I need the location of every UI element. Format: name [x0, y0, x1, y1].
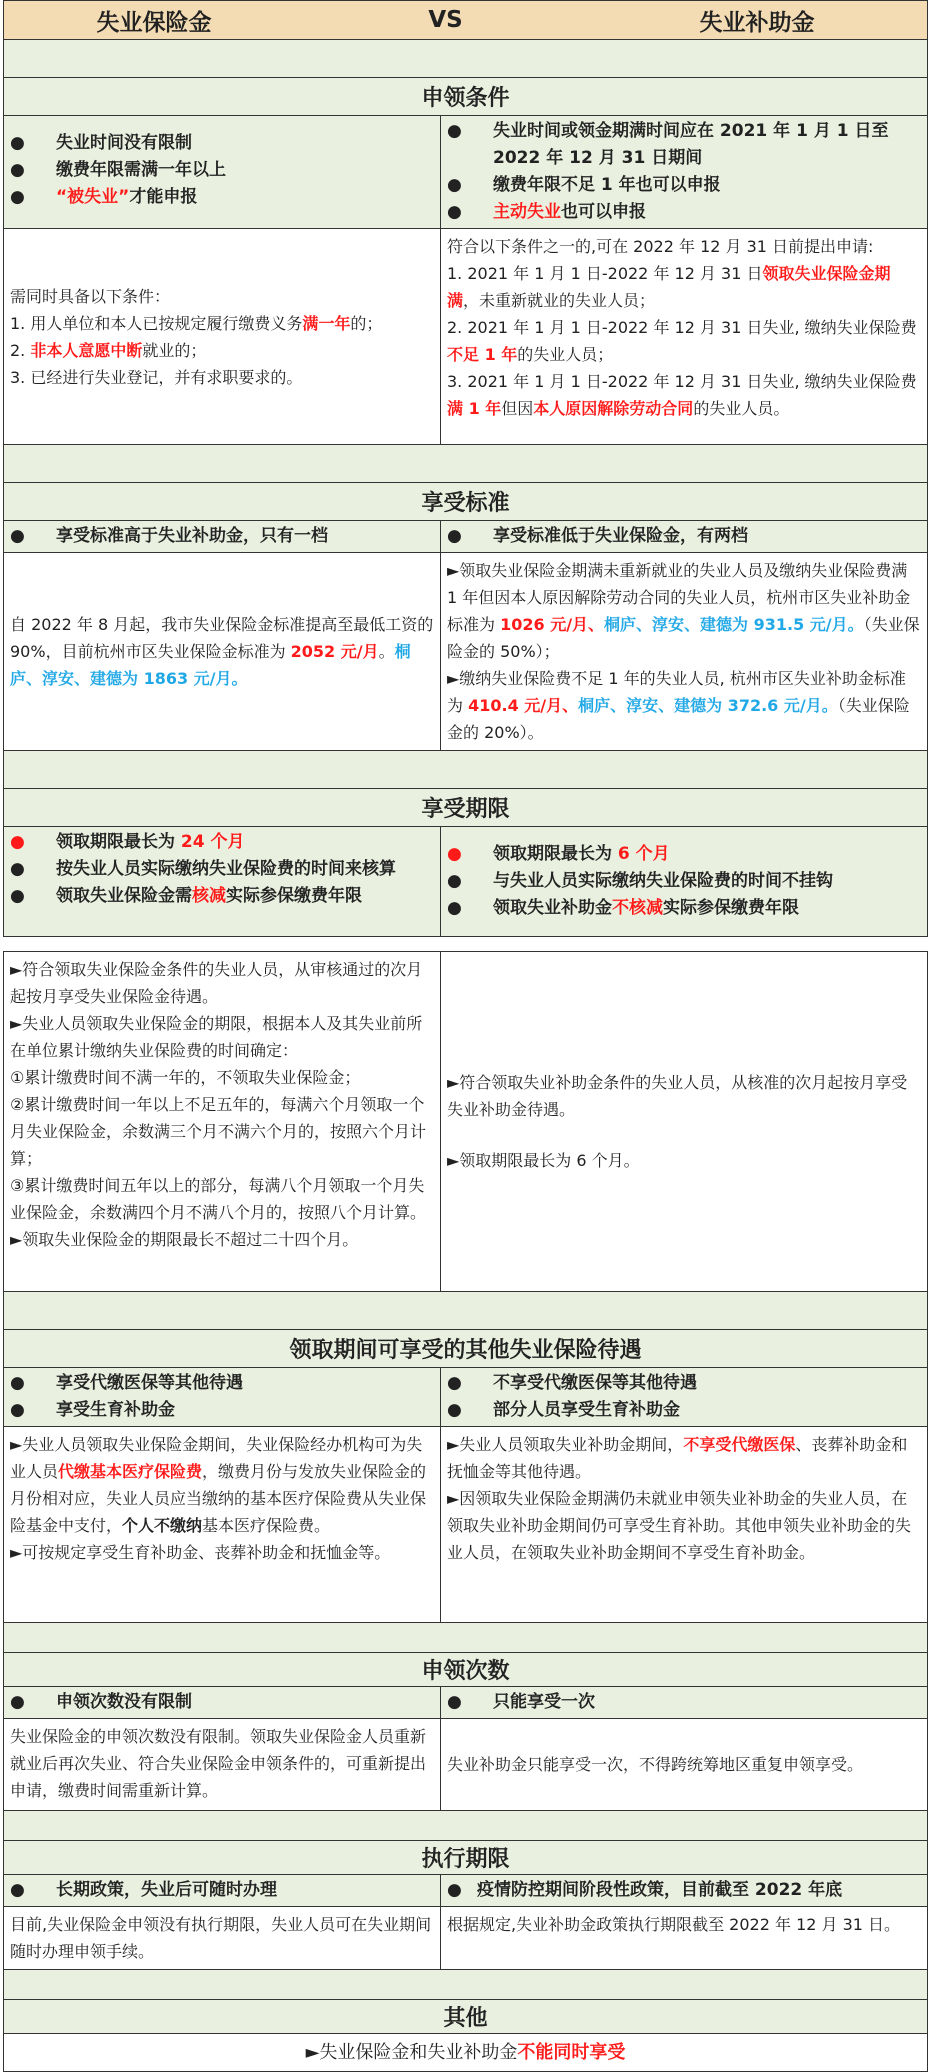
benefits-left-text: ►失业人员领取失业保险金期间，失业保险经办机构可为失业人员代缴基本医疗保险费，缴费月份与发放失业保险金的月份相对应，失业人员应当缴纳的基本医疗保险费从失业保险基金中支付，个人不缴纳基本医疗保险费。 ►可按规定享受生育补助金、丧葬补助金和抚恤金等。 — [4, 1427, 441, 1623]
spacer-row — [4, 1811, 928, 1841]
conditions-right-bullets: ● 失业时间或领金期满时间应在 2021 年 1 月 1 日至 2022 年 12 月 31 日期间 ● 缴费年限不足 1 年也可以申报 ● 主动失业也可以申报 — [441, 116, 928, 229]
gap — [0, 937, 930, 951]
conditions-left-text: 需同时具备以下条件： 1. 用人单位和本人已按规定履行缴费义务满一年的； 2. 非本人意愿中断就业的； 3. 已经进行失业登记，并有求职要求的。 — [4, 229, 441, 445]
section-title-times: 申领次数 — [4, 1653, 928, 1687]
duration-left-text: ►符合领取失业保险金条件的失业人员，从审核通过的次月起按月享受失业保险金待遇。 ►失业人员领取失业保险金的期限，根据本人及其失业前所在单位累计缴纳失业保险费的时间确定： ①累计缴费时间不满一年的，不领取失业保险金； ②累计缴费时间一年以上不足五年的，每满六个月领取一个月失业保险金，余数满三个月不满六个月的，按照六个月计算； ③累计缴费时间五年以上的部分，每满八个月领取一个月失业保险金，余数满四个月不满八个月的，按照八个月计算。 ►领取失业保险金的期限最长不超过二十四个月。 — [4, 952, 441, 1292]
spacer-row — [4, 1623, 928, 1653]
duration-right-bullets: ● 领取期限最长为 6 个月 ● 与失业人员实际缴纳失业保险费的时间不挂钩 ● 领取失业补助金不核减实际参保缴费年限 — [441, 827, 928, 937]
times-left-bullet: ● 申领次数没有限制 — [4, 1687, 441, 1719]
section-title-conditions: 申领条件 — [4, 78, 928, 116]
section-title-standard: 享受标准 — [4, 483, 928, 521]
conditions-right-text: 符合以下条件之一的,可在 2022 年 12 月 31 日前提出申请: 1. 2021 年 1 月 1 日-2022 年 12 月 31 日领取失业保险金期满，未重新就业的失业人员； 2. 2021 年 1 月 1 日-2022 年 12 月 31 日失业, 缴纳失业保险费不足 1 年的失业人员； 3. 2021 年 1 月 1 日-2022 年 12 月 31 日失业, 缴纳失业保险费满 1 年但因本人原因解除劳动合同的失业人员。 — [441, 229, 928, 445]
validity-left-bullet: ● 长期政策，失业后可随时办理 — [4, 1875, 441, 1907]
conditions-left-bullets: ● 失业时间没有限制 ● 缴费年限需满一年以上 ● “被失业”才能申报 — [4, 116, 441, 229]
validity-right-bullet: ● 疫情防控期间阶段性政策，目前截至 2022 年底 — [441, 1875, 928, 1907]
header-row — [4, 1, 928, 40]
spacer-row — [4, 40, 928, 78]
spacer-row — [4, 1970, 928, 2000]
section-title-other: 其他 — [4, 2000, 928, 2034]
benefits-right-text: ►失业人员领取失业补助金期间，不享受代缴医保、丧葬补助金和抚恤金等其他待遇。 ►因领取失业保险金期满仍未就业申领失业补助金的失业人员，在领取失业补助金期间仍可享受生育补助。其他申领失业补助金的失业人员，在领取失业补助金期间不享受生育补助金。 — [441, 1427, 928, 1623]
spacer-row — [4, 1292, 928, 1330]
spacer-row — [4, 751, 928, 789]
validity-left-text: 目前,失业保险金申领没有执行期限，失业人员可在失业期间随时办理申领手续。 — [4, 1907, 441, 1970]
spacer-row — [4, 445, 928, 483]
standard-left-bullet: ● 享受标准高于失业补助金，只有一档 — [4, 521, 441, 553]
duration-right-text: ►符合领取失业补助金条件的失业人员，从核准的次月起按月享受失业补助金待遇。 ►领取期限最长为 6 个月。 — [441, 952, 928, 1292]
section-title-other-benefits: 领取期间可享受的其他失业保险待遇 — [4, 1330, 928, 1368]
times-right-bullet: ● 只能享受一次 — [441, 1687, 928, 1719]
header-vs: VS — [428, 7, 463, 33]
benefits-right-bullets: ● 不享受代缴医保等其他待遇 ● 部分人员享受生育补助金 — [441, 1368, 928, 1427]
header-cell — [4, 1, 928, 40]
times-left-text: 失业保险金的申领次数没有限制。领取失业保险金人员重新就业后再次失业、符合失业保险金申领条件的，可重新提出申请，缴费时间需重新计算。 — [4, 1719, 441, 1811]
times-right-text: 失业补助金只能享受一次，不得跨统筹地区重复申领享受。 — [441, 1719, 928, 1811]
section-title-duration: 享受期限 — [4, 789, 928, 827]
benefits-left-bullets: ● 享受代缴医保等其他待遇 ● 享受生育补助金 — [4, 1368, 441, 1427]
standard-right-text: ►领取失业保险金期满未重新就业的失业人员及缴纳失业保险费满 1 年但因本人原因解除劳动合同的失业人员，杭州市区失业补助金标准为 1026 元/月、桐庐、淳安、建德为 931.5 元/月。（失业保险金的 50%）； ►缴纳失业保险费不足 1 年的失业人员, 杭州市区失业补助金标准为 410.4 元/月、桐庐、淳安、建德为 372.6 元/月。（失业保险金的 20%）。 — [441, 553, 928, 751]
section-title-validity: 执行期限 — [4, 1841, 928, 1875]
comparison-table-bottom — [3, 951, 928, 2072]
other-text: ►失业保险金和失业补助金不能同时享受 — [4, 2034, 928, 2072]
header-right: 失业补助金 — [699, 9, 815, 36]
standard-left-text: 自 2022 年 8 月起，我市失业保险金标准提高至最低工资的 90%，目前杭州市区失业保险金标准为 2052 元/月。桐庐、淳安、建德为 1863 元/月。 — [4, 553, 441, 751]
duration-left-bullets: ● 领取期限最长为 24 个月 ● 按失业人员实际缴纳失业保险费的时间来核算 ● 领取失业保险金需核减实际参保缴费年限 — [4, 827, 441, 937]
standard-right-bullet: ● 享受标准低于失业保险金，有两档 — [441, 521, 928, 553]
validity-right-text: 根据规定,失业补助金政策执行期限截至 2022 年 12 月 31 日。 — [441, 1907, 928, 1970]
header-left: 失业保险金 — [96, 9, 212, 36]
comparison-table-top — [3, 0, 928, 937]
